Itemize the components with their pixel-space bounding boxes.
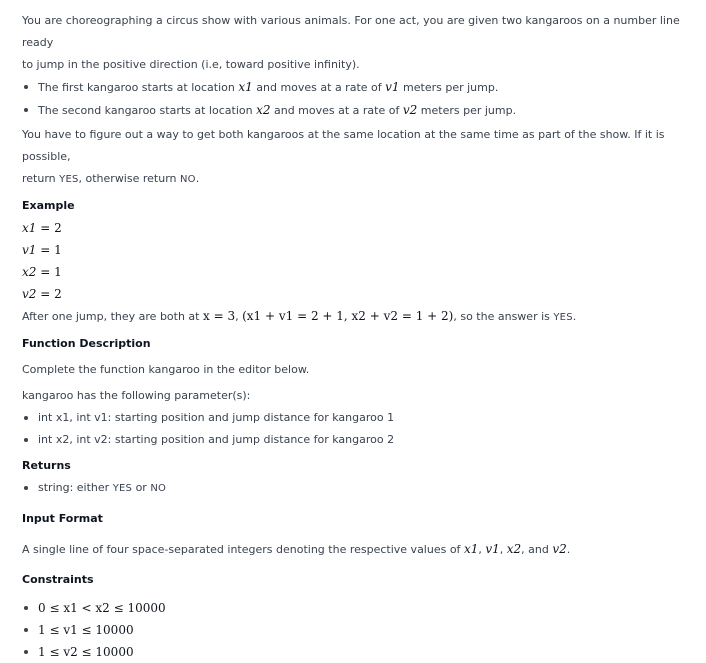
intro-bullets [22,76,688,122]
example-heading: Example [22,199,75,212]
problem-statement [22,0,688,663]
example-line: x2 = 1 [22,265,62,279]
goal-line-1: You have to figure out a way to get both kangaroos at the same location at the same time as part of the show. If it is possible, [22,128,665,163]
function-description-heading: Function Description [22,337,151,350]
intro-line-2: to jump in the positive direction (i.e, toward positive infinity). [22,58,360,71]
list-item: string: either YES or NO [22,477,688,500]
goal-line-2: return YES, otherwise return NO. [22,172,200,185]
list-item: The first kangaroo starts at location x1 and moves at a rate of v1 meters per jump. [22,76,688,99]
input-format-heading: Input Format [22,512,103,525]
returns-list [22,477,688,500]
list-item: 0 ≤ x1 < x2 ≤ 10000 [22,597,688,619]
example-line: x1 = 2 [22,221,62,235]
returns-heading: Returns [22,459,71,472]
list-item: int x1, int v1: starting position and jump distance for kangaroo 1 [22,407,688,429]
list-item: 1 ≤ v1 ≤ 10000 [22,619,688,641]
function-description-line-2: kangaroo has the following parameter(s): [22,389,251,402]
function-description-line-1: Complete the function kangaroo in the editor below. [22,363,310,376]
intro-line-1: You are choreographing a circus show with various animals. For one act, you are given two kangaroos on a number line ready [22,14,680,49]
list-item: 1 ≤ v2 ≤ 10000 [22,641,688,663]
math-var: x2 [256,103,271,117]
math-var: x1 [238,80,253,94]
math-var: v1 [385,80,400,94]
constraints-heading: Constraints [22,573,94,586]
input-format-text: A single line of four space-separated integers denoting the respective values of x1, v1, x2, and v2. [22,542,571,556]
example-explanation: After one jump, they are both at x = 3, (x1 + v1 = 2 + 1, x2 + v2 = 1 + 2), so the answer is YES. [22,309,577,323]
list-item: The second kangaroo starts at location x2 and moves at a rate of v2 meters per jump. [22,99,688,122]
example-line: v1 = 1 [22,243,62,257]
example-line: v2 = 2 [22,287,62,301]
constraints-list [22,597,688,663]
list-item: int x2, int v2: starting position and jump distance for kangaroo 2 [22,429,688,451]
math-var: v2 [402,103,418,117]
params-list [22,407,688,451]
